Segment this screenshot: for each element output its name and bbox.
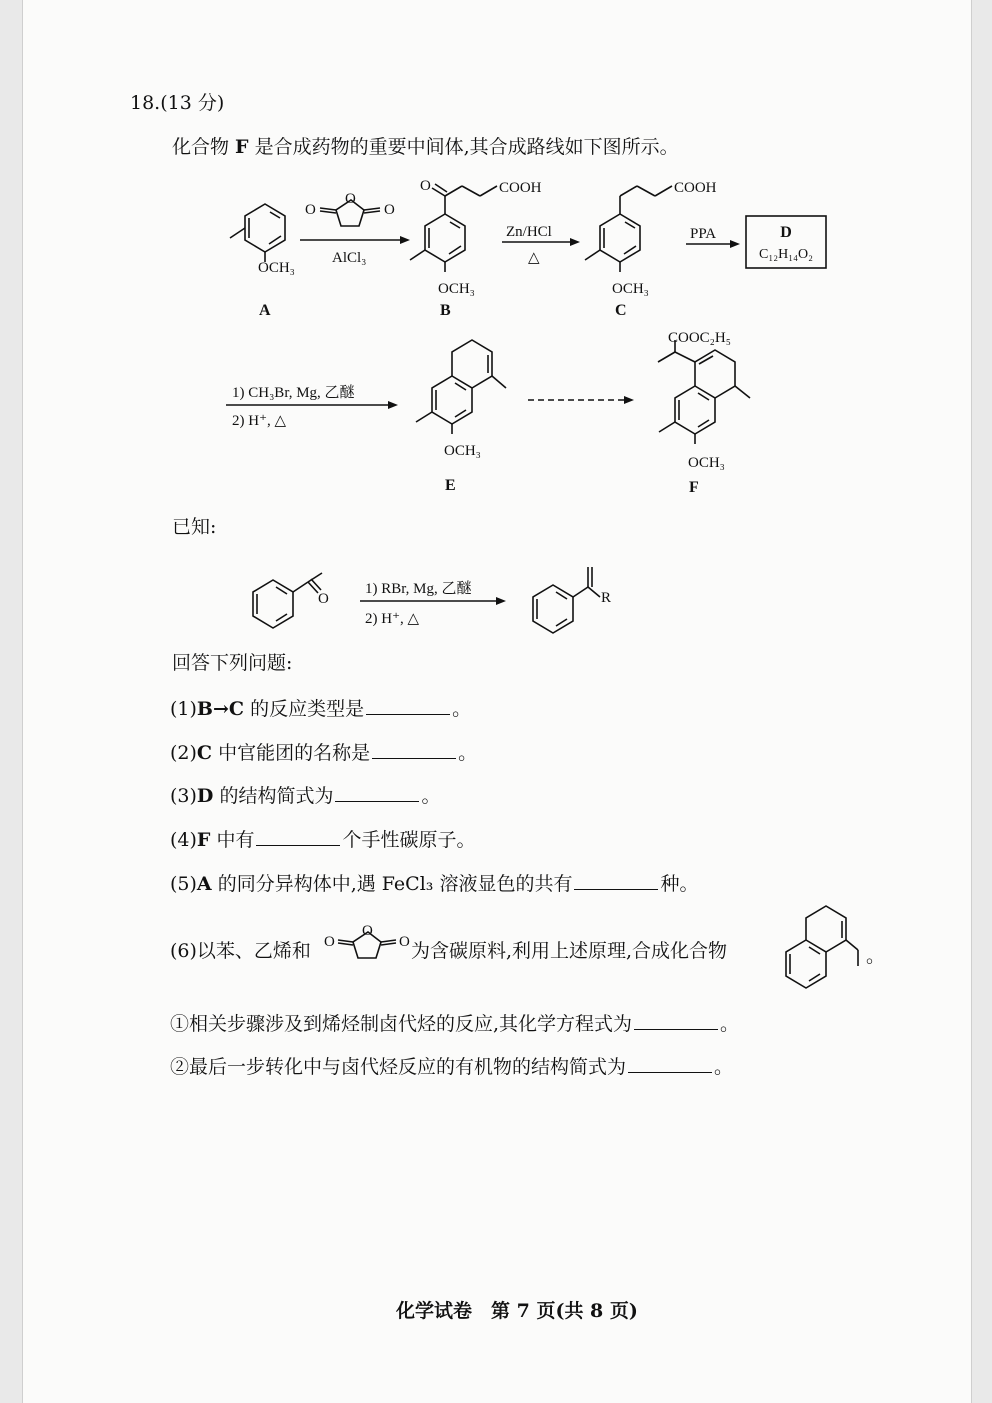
known-product-structure bbox=[533, 567, 611, 633]
label-d: D bbox=[780, 224, 792, 241]
label-a: A bbox=[259, 302, 271, 319]
item-6-sub-2 bbox=[170, 1054, 733, 1079]
item-6-text-a: 以苯、乙烯和 bbox=[196, 940, 311, 962]
reagent-acid-heat: 2) H⁺, △ bbox=[232, 413, 287, 429]
item-5-text: 的同分异构体中,遇 FeCl₃ 溶液显色的共有 bbox=[211, 873, 573, 895]
item-6-num: (6) bbox=[170, 940, 197, 962]
label-c: C bbox=[615, 302, 627, 319]
b-ketone-o: O bbox=[420, 178, 431, 194]
reagent-alcl3: AlCl₃ bbox=[332, 250, 367, 266]
item-3-text: 的结构简式为 bbox=[213, 785, 334, 807]
item-6-anhydride bbox=[318, 922, 438, 982]
f-och3: OCH₃ bbox=[688, 455, 725, 471]
item-3-bold: D bbox=[196, 785, 214, 807]
succinic-anhydride bbox=[305, 191, 395, 226]
d-formula: C₁₂H₁₄O₂ bbox=[759, 247, 813, 262]
item-4-num: (4) bbox=[170, 829, 197, 851]
item-1-bold: B→C bbox=[196, 698, 245, 720]
item-3-end: 。 bbox=[421, 785, 441, 807]
item6-o-ring: O bbox=[362, 923, 373, 939]
b-och3: OCH₃ bbox=[438, 281, 475, 297]
answer-blank-1[interactable] bbox=[366, 696, 450, 715]
intro-text-b: 是合成药物的重要中间体,其合成路线如下图所示。 bbox=[248, 136, 679, 158]
answer-blank-4[interactable] bbox=[256, 827, 340, 846]
anhydride-o-right: O bbox=[384, 202, 395, 218]
item-4 bbox=[170, 827, 475, 852]
compound-d-box bbox=[746, 216, 826, 268]
compound-b-structure bbox=[410, 178, 542, 319]
known-r-group: R bbox=[601, 590, 612, 606]
item-2 bbox=[170, 740, 477, 765]
item-5-num: (5) bbox=[170, 873, 197, 895]
c-och3: OCH₃ bbox=[612, 281, 649, 297]
sub-2-end: 。 bbox=[714, 1056, 734, 1078]
answer-blank-3[interactable] bbox=[335, 783, 419, 802]
answer-blank-6-2[interactable] bbox=[628, 1054, 712, 1073]
item-6-text-b: 为含碳原料,利用上述原理,合成化合物 bbox=[410, 940, 728, 962]
sub-2-text: ②最后一步转化中与卤代烃反应的有机物的结构简式为 bbox=[170, 1056, 627, 1078]
answer-blank-6-1[interactable] bbox=[634, 1011, 718, 1030]
anhydride-o-left: O bbox=[305, 202, 316, 218]
known-reagent-2: 2) H⁺, △ bbox=[365, 611, 420, 627]
item-1 bbox=[170, 696, 471, 721]
c-cooh: COOH bbox=[674, 180, 717, 196]
item-1-text: 的反应类型是 bbox=[244, 698, 365, 720]
item-1-end: 。 bbox=[452, 698, 472, 720]
compound-f-structure bbox=[658, 330, 750, 496]
item-3-num: (3) bbox=[170, 785, 197, 807]
known-arrow bbox=[360, 580, 506, 627]
label-b: B bbox=[440, 302, 451, 319]
item6-o-right: O bbox=[399, 934, 410, 950]
answer-intro: 回答下列问题: bbox=[172, 652, 293, 674]
known-ketone-o: O bbox=[318, 591, 329, 607]
arrow-e-to-f-dashed bbox=[528, 396, 634, 404]
reagent-zn-hcl: Zn/HCl bbox=[506, 224, 552, 240]
known-reaction bbox=[0, 555, 992, 675]
item-2-text: 中官能团的名称是 bbox=[212, 742, 371, 764]
item6-o-left: O bbox=[324, 934, 335, 950]
sub-1-text: ①相关步骤涉及到烯烃制卤代烃的反应,其化学方程式为 bbox=[170, 1013, 633, 1035]
page-footer: 化学试卷 第 7 页(共 8 页) bbox=[396, 1300, 638, 1322]
item-5 bbox=[170, 871, 698, 896]
item-2-bold: C bbox=[196, 742, 213, 764]
arrow-d-to-e bbox=[226, 384, 398, 429]
sub-1-end: 。 bbox=[720, 1013, 740, 1035]
item-6-sub-1 bbox=[170, 1011, 739, 1036]
compound-c-structure bbox=[585, 180, 717, 319]
label-e: E bbox=[445, 477, 456, 494]
item-6-target-compound bbox=[780, 910, 880, 990]
item-1-num: (1) bbox=[170, 698, 197, 720]
arrow-a-to-b bbox=[300, 236, 410, 266]
item-4-bold: F bbox=[196, 829, 211, 851]
item-2-num: (2) bbox=[170, 742, 197, 764]
synthesis-scheme bbox=[0, 0, 992, 520]
b-cooh: COOH bbox=[499, 180, 542, 196]
item-6-end: 。 bbox=[866, 945, 886, 967]
reagent-grignard: 1) CH₃Br, Mg, 乙醚 bbox=[232, 385, 355, 401]
intro-text-a: 化合物 bbox=[172, 136, 236, 158]
anhydride-o-ring: O bbox=[345, 191, 356, 207]
item-2-end: 。 bbox=[458, 742, 478, 764]
reagent-ppa: PPA bbox=[690, 226, 717, 242]
arrow-c-to-d bbox=[686, 226, 740, 248]
f-cooc2h5: COOC₂H₅ bbox=[668, 330, 731, 346]
a-och3: OCH₃ bbox=[258, 260, 295, 276]
answer-blank-2[interactable] bbox=[372, 740, 456, 759]
answer-blank-5[interactable] bbox=[574, 871, 658, 890]
item-6-line bbox=[170, 940, 727, 963]
label-f: F bbox=[689, 479, 699, 496]
compound-e-structure bbox=[416, 340, 506, 494]
intro-compound-f: F bbox=[235, 136, 249, 158]
item-4-text: 中有 bbox=[210, 829, 255, 851]
question-number: 18. bbox=[130, 92, 161, 114]
arrow-b-to-c bbox=[502, 224, 580, 266]
item-3 bbox=[170, 783, 440, 808]
item-5-end: 种。 bbox=[660, 873, 699, 895]
known-reagent-1: 1) RBr, Mg, 乙醚 bbox=[365, 581, 472, 597]
item-4-end: 个手性碳原子。 bbox=[342, 829, 476, 851]
e-och3: OCH₃ bbox=[444, 443, 481, 459]
item-5-bold: A bbox=[196, 873, 212, 895]
reagent-heat: △ bbox=[528, 250, 540, 266]
question-score: (13 分) bbox=[160, 92, 225, 114]
known-title: 已知: bbox=[172, 516, 217, 538]
compound-a-structure bbox=[230, 204, 295, 319]
acetophenone-structure bbox=[253, 573, 329, 628]
